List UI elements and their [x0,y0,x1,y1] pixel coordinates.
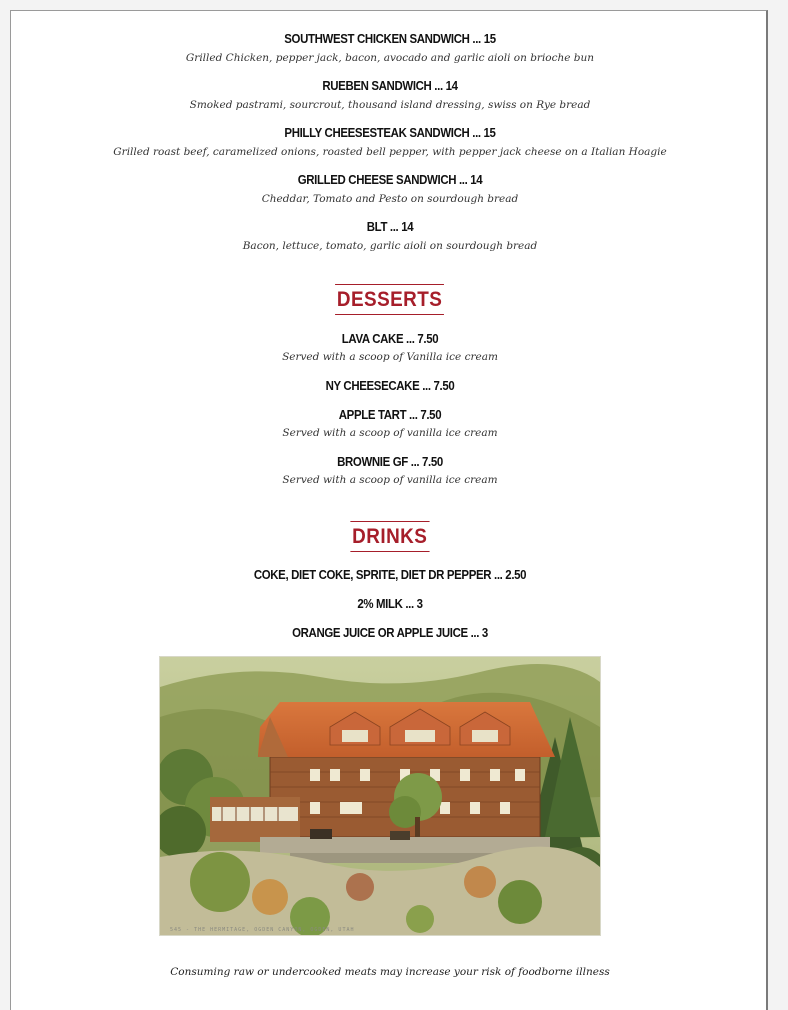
item-description: Served with a scoop of vanilla ice cream [282,474,498,486]
item-name: BROWNIE GF ... 7.50 [337,454,443,469]
menu-item [11,31,769,65]
item-description: Served with a scoop of vanilla ice cream [282,427,498,439]
menu-item [11,596,769,612]
desserts-heading-wrap [11,284,769,315]
item-description: Served with a scoop of Vanilla ice cream [282,351,498,363]
menu-item [11,454,769,487]
menu-item [11,567,769,583]
menu-item [11,78,769,112]
item-name: SOUTHWEST CHICKEN SANDWICH ... 15 [284,31,496,46]
menu-item [11,378,769,394]
drinks-heading-wrap [11,521,769,552]
item-description: Cheddar, Tomato and Pesto on sourdough bread [261,193,519,205]
item-name: 2% MILK ... 3 [357,596,423,611]
menu-item [11,625,769,641]
menu-item [11,331,769,364]
item-name: PHILLY CHEESESTEAK SANDWICH ... 15 [284,125,496,140]
drinks-heading: DRINKS [351,521,430,552]
item-name: ORANGE JUICE OR APPLE JUICE ... 3 [292,625,488,640]
foodborne-illness-disclaimer: Consuming raw or undercooked meats may increase your risk of foodborne illness [170,966,610,978]
photo-caption: 545 - THE HERMITAGE, OGDEN CANYON, OGDEN, UTAH [170,927,355,933]
item-description: Bacon, lettuce, tomato, garlic aioli on sourdough bread [242,240,538,252]
menu-item [11,172,769,206]
menu-page [10,10,768,1010]
item-description: Grilled Chicken, pepper jack, bacon, avocado and garlic aioli on brioche bun [185,52,595,64]
item-name: RUEBEN SANDWICH ... 14 [322,78,458,93]
item-name: LAVA CAKE ... 7.50 [341,331,439,346]
lodge-postcard-image [159,656,601,936]
lodge-illustration [160,657,600,935]
menu-item [11,219,769,253]
item-description: Smoked pastrami, sourcrout, thousand island dressing, swiss on Rye bread [189,99,591,111]
item-name: COKE, DIET COKE, SPRITE, DIET DR PEPPER ... 2.50 [253,567,527,582]
item-name: APPLE TART ... 7.50 [338,407,442,422]
menu-item [11,407,769,440]
item-description: Grilled roast beef, caramelized onions, roasted bell pepper, with pepper jack cheese on a Italian Hoagie [113,146,667,158]
item-name: NY CHEESECAKE ... 7.50 [325,378,455,393]
item-name: GRILLED CHEESE SANDWICH ... 14 [297,172,483,187]
item-name: BLT ... 14 [366,219,414,234]
menu-item [11,125,769,159]
desserts-heading: DESSERTS [335,284,444,315]
